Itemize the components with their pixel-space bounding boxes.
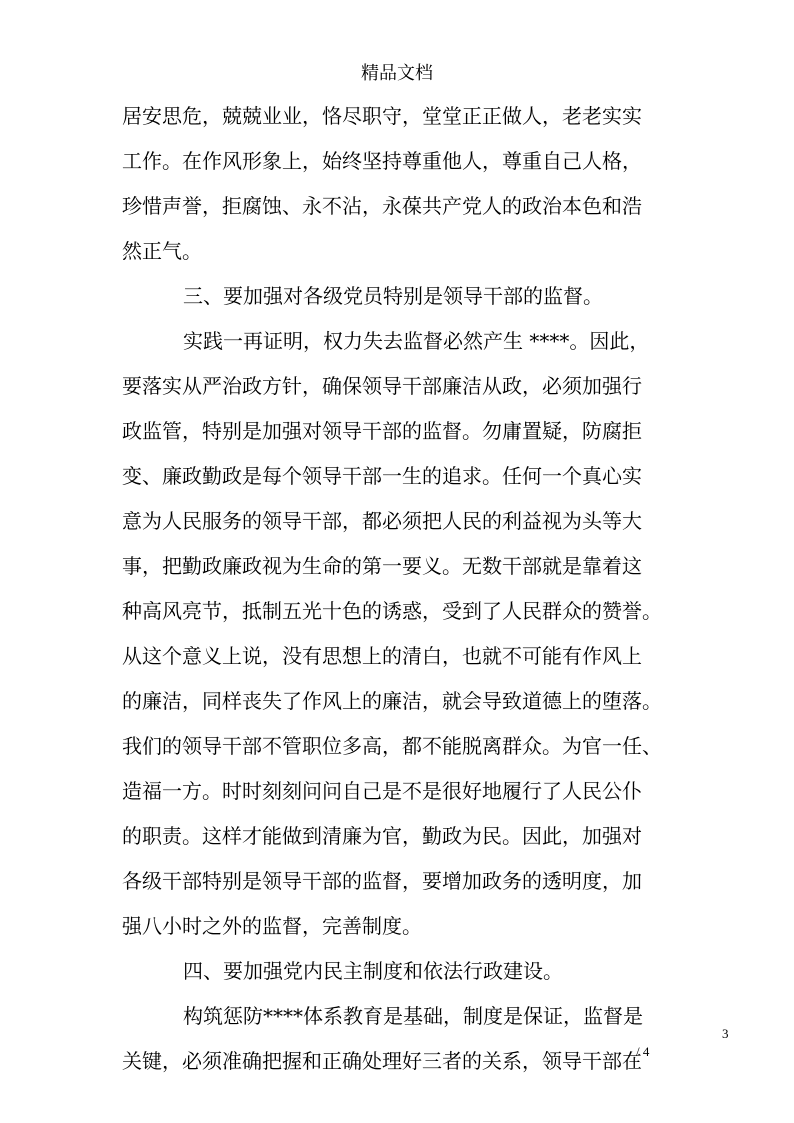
text-line: 珍惜声誉，拒腐蚀、永不沾，永葆共产党人的政治本色和浩	[122, 194, 642, 218]
text-line: 意为人民服务的领导干部，都必须把人民的利益视为头等大	[122, 509, 642, 533]
text-line: 变、廉政勤政是每个领导干部一生的追求。任何一个真心实	[122, 464, 642, 488]
text-line: 实践一再证明，权力失去监督必然产生 ****。因此，	[183, 329, 650, 353]
page-number: 3	[722, 1026, 729, 1041]
text-line: 居安思危，兢兢业业，恪尽职守，堂堂正正做人，老老实实	[122, 104, 642, 128]
section-heading: 四、要加强党内民主制度和依法行政建设。	[183, 959, 563, 983]
text-line: 从这个意义上说，没有思想上的清白，也就不可能有作风上	[122, 644, 642, 668]
text-line: 我们的领导干部不管职位多高，都不能脱离群众。为官一任、	[122, 734, 662, 758]
text-line: 要落实从严治政方针，确保领导干部廉洁从政，必须加强行	[122, 374, 642, 398]
text-line: 强八小时之外的监督，完善制度。	[122, 914, 422, 938]
page-header: 精品文档	[361, 63, 433, 84]
text-line: 然正气。	[122, 239, 202, 263]
page-total: / 4	[636, 1044, 650, 1059]
text-line: 各级干部特别是领导干部的监督，要增加政务的透明度，加	[122, 869, 642, 893]
text-line: 构筑惩防****体系教育是基础，制度是保证，监督是	[183, 1004, 643, 1028]
section-heading: 三、要加强对各级党员特别是领导干部的监督。	[183, 284, 603, 308]
text-line: 事，把勤政廉政视为生命的第一要义。无数干部就是靠着这	[122, 554, 642, 578]
text-line: 种高风亮节，抵制五光十色的诱惑，受到了人民群众的赞誉。	[122, 599, 662, 623]
text-line: 政监管，特别是加强对领导干部的监督。勿庸置疑，防腐拒	[122, 419, 642, 443]
text-line: 的廉洁，同样丧失了作风上的廉洁，就会导致道德上的堕落。	[122, 689, 662, 713]
text-line: 工作。在作风形象上，始终坚持尊重他人，尊重自己人格，	[122, 149, 642, 173]
text-line: 的职责。这样才能做到清廉为官，勤政为民。因此，加强对	[122, 824, 642, 848]
text-line: 关键，必须准确把握和正确处理好三者的关系，领导干部在	[122, 1049, 642, 1073]
text-line: 造福一方。时时刻刻问问自己是不是很好地履行了人民公仆	[122, 779, 642, 803]
